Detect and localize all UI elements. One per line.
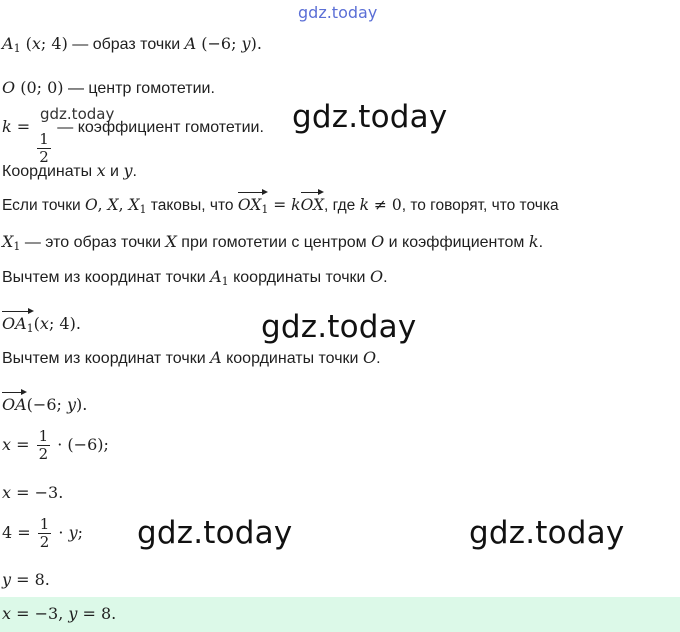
line-subtract-2: Вычтем из координат точки A координаты точки O.: [2, 348, 381, 367]
line-vector-oa1: $OA_1(x$; 4).: [2, 313, 81, 340]
watermark-4: gdz.today: [469, 515, 625, 551]
watermark-3: gdz.today: [137, 515, 293, 551]
line-coefficient: k = $\frac{1}{2}$ — коэффициент гомотетии.: [2, 117, 264, 166]
line-subtract-1: Вычтем из координат точки $A_1$ координаты точки O.: [2, 267, 388, 288]
watermark-2: gdz.today: [261, 309, 417, 345]
line-vector-oa: OA(−6; y).: [2, 395, 88, 414]
line-image-of-point: $A_1$ (x; 4) — образ точки A (−6; y).: [2, 34, 262, 55]
line-y-value: y = 8.: [2, 570, 50, 589]
line-coordinates: Координаты x и y.: [2, 161, 137, 180]
line-definition-cont: $X_1$ — это образ точки X при гомотетии с центром O и коэффициентом k.: [2, 232, 544, 253]
line-x-equation: x = $\frac{1}{2}$ · (−6);: [2, 427, 109, 464]
line-center: O (0; 0) — центр гомотетии.: [2, 78, 215, 97]
line-definition: Если точки O, X, $X_1$ таковы, что $OX_1$ = kOX, где k ≠ 0, то говорят, что точка: [2, 194, 559, 221]
watermark-top: gdz.today: [298, 3, 378, 22]
line-y-equation: 4 = $\frac{1}{2}$ · y;: [2, 515, 84, 552]
answer-text: x = −3, y = 8.: [2, 604, 117, 623]
watermark-1: gdz.today: [292, 99, 448, 135]
watermark-small: gdz.today: [40, 105, 115, 123]
line-x-value: x = −3.: [2, 483, 64, 502]
answer-box: [0, 597, 680, 632]
